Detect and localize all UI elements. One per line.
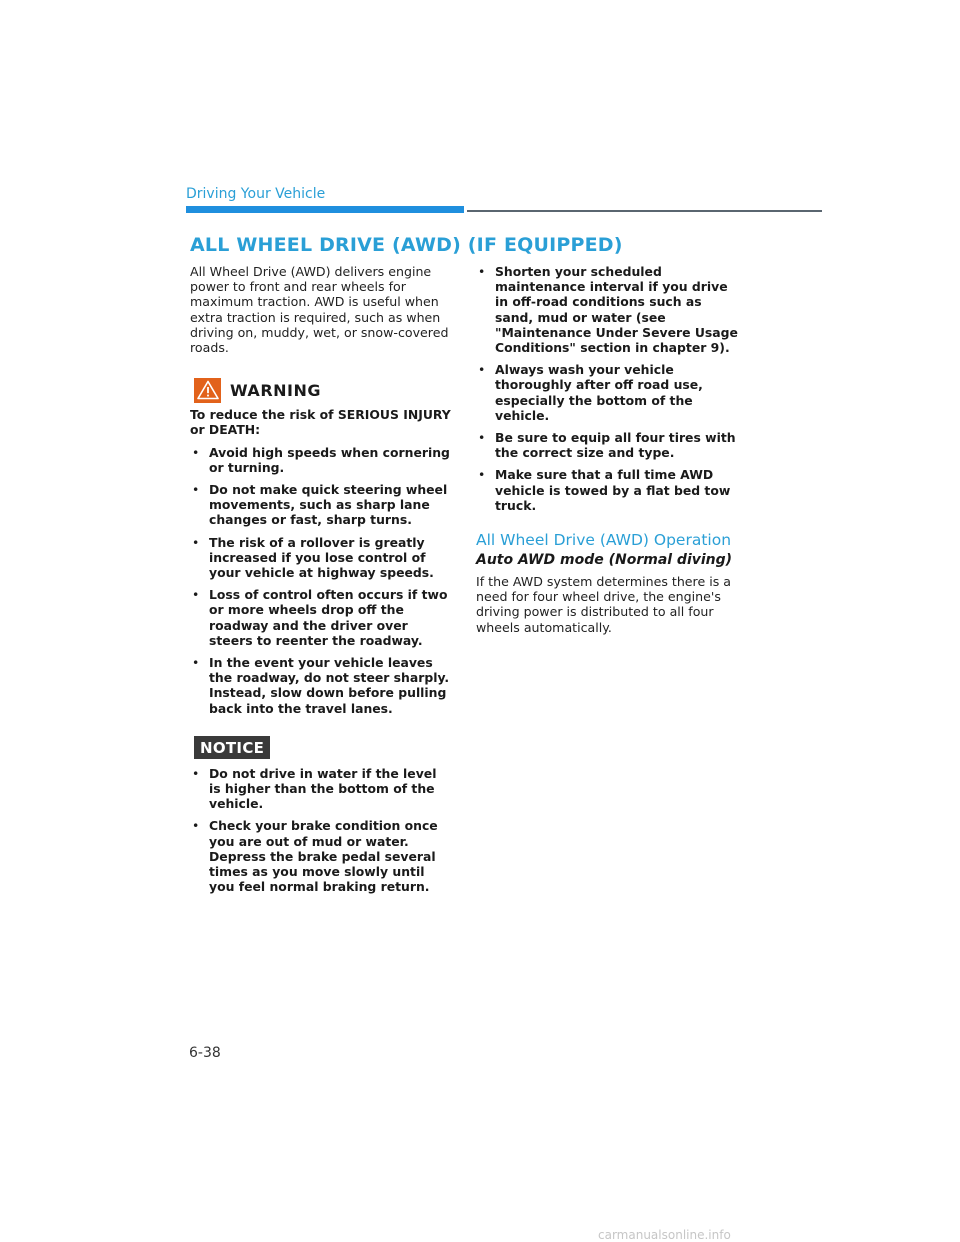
list-item: • Be sure to equip all four tires with the correct size and type. [476, 430, 738, 460]
page-number: 6-38 [189, 1045, 221, 1061]
warning-header [190, 377, 452, 403]
list-item: • Make sure that a full time AWD vehicle is towed by a flat bed tow truck. [476, 467, 738, 513]
intro-paragraph: All Wheel Drive (AWD) delivers engine power to front and rear wheels for maximum traction. AWD is useful when extra traction is required, such as when driving on, muddy, wet, or snow-covered roads. [190, 264, 449, 356]
list-item: • Check your brake condition once you are out of mud or water. Depress the brake pedal several times as you move slowly until you feel normal braking return. [190, 818, 452, 894]
list-item: • In the event your vehicle leaves the roadway, do not steer sharply. Instead, slow down before pulling back into the travel lanes. [190, 655, 452, 716]
list-item: • Do not drive in water if the level is higher than the bottom of the vehicle. [190, 766, 452, 812]
chapter-title: Driving Your Vehicle [186, 186, 326, 202]
warning-list [190, 445, 452, 716]
header-accent-bar [186, 206, 464, 213]
warning-lead: To reduce the risk of SERIOUS INJURY or DEATH: [190, 407, 451, 438]
list-item: • Shorten your scheduled maintenance interval if you drive in off-road conditions such as sand, mud or water (see "Maintenance Under Severe Usage Conditions" section in chapter 9). [476, 264, 738, 355]
mode-title: Auto AWD mode (Normal diving) [476, 552, 733, 569]
right-column [476, 264, 738, 635]
notice-list [190, 766, 452, 895]
list-item: • Always wash your vehicle thoroughly after off road use, especially the bottom of the vehicle. [476, 362, 738, 423]
mode-description: If the AWD system determines there is a need for four wheel drive, the engine's driving power is distributed to all four wheels automatically. [476, 574, 731, 635]
list-item: • Avoid high speeds when cornering or turning. [190, 445, 452, 475]
list-item: • The risk of a rollover is greatly increased if you lose control of your vehicle at highway speeds. [190, 535, 452, 581]
header-rule [467, 210, 822, 212]
section-title: ALL WHEEL DRIVE (AWD) (IF EQUIPPED) [190, 234, 623, 256]
subsection-title: All Wheel Drive (AWD) Operation [476, 531, 732, 550]
warning-label: WARNING [230, 380, 321, 400]
notice-label: NOTICE [194, 736, 270, 759]
list-item: • Do not make quick steering wheel movements, such as sharp lane changes or fast, sharp turns. [190, 482, 452, 528]
warning-triangle-icon [194, 378, 221, 403]
list-item: • Loss of control often occurs if two or more wheels drop off the roadway and the driver over steers to reenter the roadway. [190, 587, 452, 648]
watermark: carmanualsonline.info [598, 1228, 731, 1242]
caution-list [476, 264, 738, 513]
left-column [190, 264, 452, 895]
